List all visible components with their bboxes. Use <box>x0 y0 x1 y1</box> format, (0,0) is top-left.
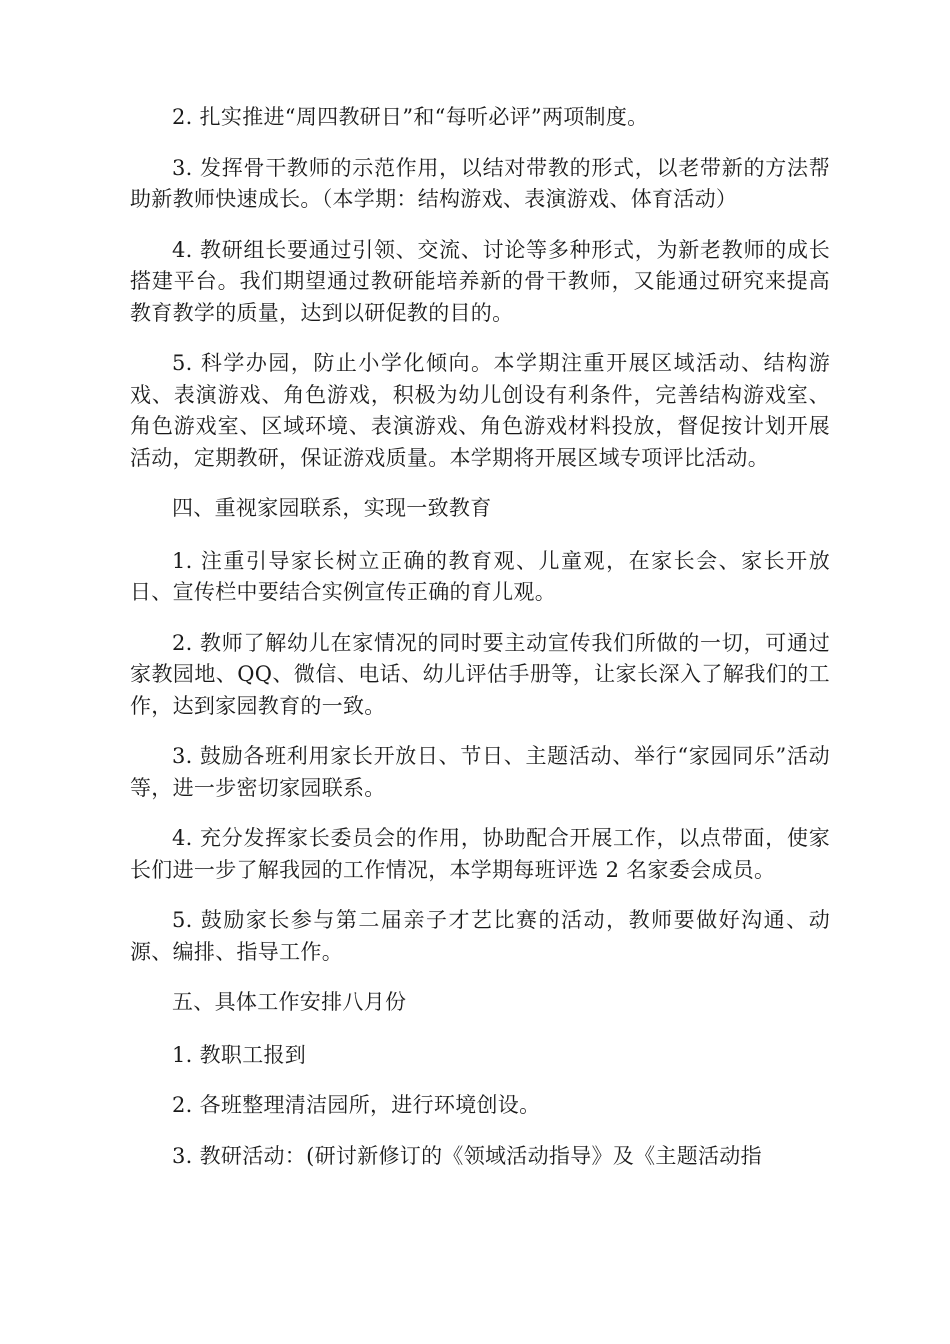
paragraph-home-5: 5. 鼓励家长参与第二届亲子才艺比赛的活动，教师要做好沟通、动源、编排、指导工作。 <box>130 908 830 964</box>
paragraph-item-5: 5. 科学办园，防止小学化倾向。本学期注重开展区域活动、结构游戏、表演游戏、角色游戏，积极为幼儿创设有利条件，完善结构游戏室、角色游戏室、区域环境、表演游戏、角色游戏材料投放，督促按计划开展活动，定期教研，保证游戏质量。本学期将开展区域专项评比活动。 <box>130 351 830 470</box>
section-heading-5: 五、具体工作安排八月份 <box>172 990 407 1014</box>
paragraph-home-2: 2. 教师了解幼儿在家情况的同时要主动宣传我们所做的一切，可通过家教园地、QQ、微信、电话、幼儿评估手册等，让家长深入了解我们的工作，达到家园教育的一致。 <box>130 630 830 718</box>
document-body <box>130 102 830 1191</box>
paragraph-item-4: 4. 教研组长要通过引领、交流、讨论等多种形式，为新老教师的成长搭建平台。我们期望通过教研能培养新的骨干教师，又能通过研究来提高教育教学的质量，达到以研促教的目的。 <box>130 237 830 325</box>
paragraph-august-3: 3. 教研活动：(研讨新修订的《领域活动指导》及《主题活动指 <box>172 1143 762 1168</box>
paragraph-item-2: 2. 扎实推进“周四教研日”和“每听必评”两项制度。 <box>172 105 649 129</box>
paragraph-home-4: 4. 充分发挥家长委员会的作用，协助配合开展工作，以点带面，使家长们进一步了解我园的工作情况，本学期每班评选 2 名家委会成员。 <box>130 826 830 882</box>
paragraph-item-3: 3. 发挥骨干教师的示范作用，以结对带教的形式，以老带新的方法帮助新教师快速成长。（本学期：结构游戏、表演游戏、体育活动） <box>130 155 830 211</box>
section-heading-4: 四、重视家园联系，实现一致教育 <box>172 496 492 520</box>
paragraph-august-1: 1. 教职工报到 <box>172 1042 307 1067</box>
paragraph-home-1: 1. 注重引导家长树立正确的教育观、儿童观，在家长会、家长开放日、宣传栏中要结合实例宣传正确的育儿观。 <box>130 548 830 604</box>
paragraph-home-3: 3. 鼓励各班利用家长开放日、节日、主题活动、举行“家园同乐”活动等，进一步密切家园联系。 <box>130 744 830 800</box>
paragraph-august-2: 2. 各班整理清洁园所，进行环境创设。 <box>172 1093 541 1117</box>
